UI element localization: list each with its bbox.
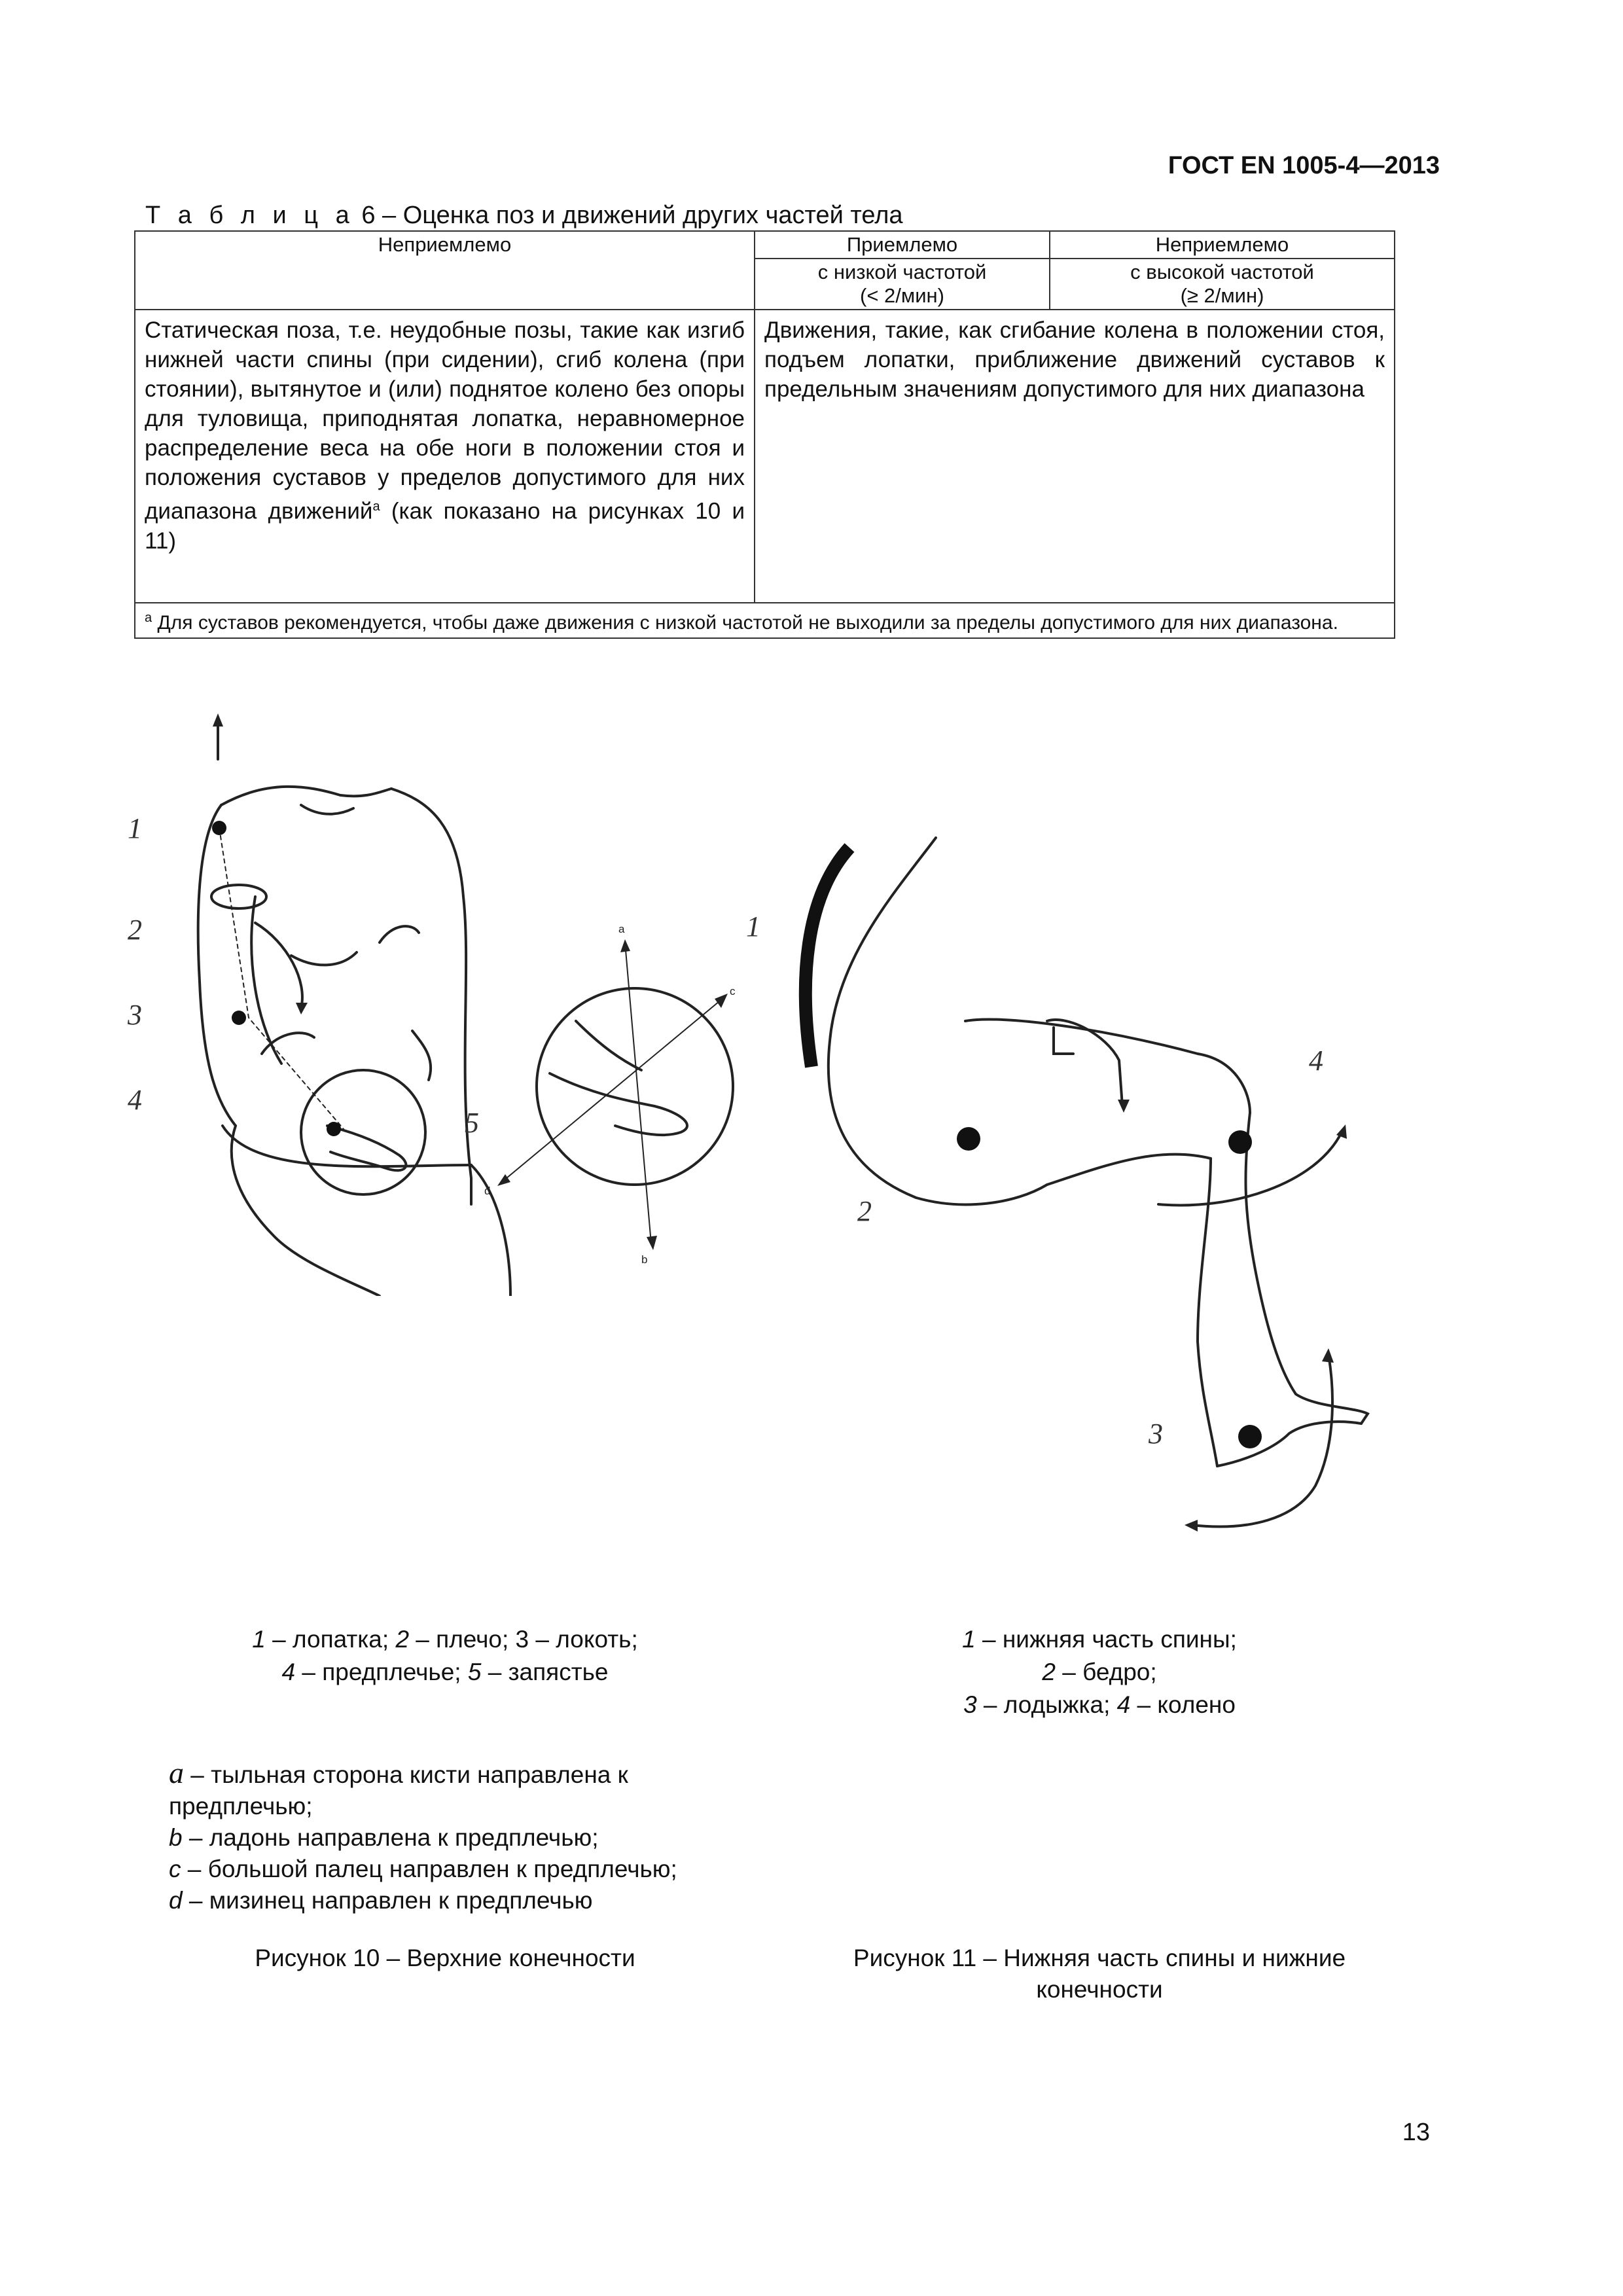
arrow-a-head: [620, 939, 630, 952]
knee-contour: [471, 1165, 510, 1296]
static-posture-text: Статическая поза, т.е. неудобные позы, такие как изгиб нижней части спины (при сидении), сгиб колена (при стоянии), вытянутое и (или) поднятое колено без опоры для туловища, приподнятая лопатка, неравномерное распределение веса на обе ноги в положении стоя и положения суставов у пределов допустимого для них диапазона движений: [145, 317, 745, 524]
legend-num: 4: [1116, 1691, 1131, 1718]
legend-text: – предплечье;: [295, 1659, 468, 1685]
arrow-up-head: [213, 713, 223, 726]
legend-num: 2: [1042, 1659, 1056, 1685]
thigh-bottom-contour: [1047, 1155, 1211, 1185]
note-c: [131, 1854, 707, 1885]
fig10-sublabel-b: b: [641, 1253, 648, 1266]
forearm-rotation-arc: [262, 1033, 314, 1054]
figure-10-notes: [131, 1757, 707, 1916]
lower-back-curve: [806, 848, 849, 1067]
legend-text: – запястье: [481, 1659, 609, 1685]
figure-10-legend: [157, 1623, 733, 1689]
legend-num: 5: [467, 1659, 482, 1685]
high-frequency-label: с высокой частотой: [1130, 260, 1314, 283]
note-key: b: [169, 1824, 183, 1851]
joint-scapula: [212, 821, 226, 835]
low-frequency-value: (< 2/мин): [860, 284, 944, 307]
joint-hip: [957, 1127, 980, 1151]
footnote-text: Для суставов рекомендуется, чтобы даже движения с низкой частотой не выходили за пределы допустимого для них диапазона.: [152, 612, 1338, 634]
forearm-detail: [576, 1021, 641, 1070]
fig10-label-3: 3: [128, 999, 142, 1031]
static-posture-ref: (как показано на рисунках 10 и 11): [145, 498, 745, 554]
joint-elbow: [232, 1011, 246, 1025]
legend-num: 1: [252, 1626, 266, 1653]
shoulder-rotation-ellipse: [211, 885, 266, 908]
legend-text: – колено: [1130, 1691, 1236, 1718]
caption-line: Рисунок 11 – Нижняя часть спины и нижние: [853, 1945, 1346, 1971]
legend-num: 3: [963, 1691, 977, 1718]
note-text: – тыльная сторона кисти направлена к предплечью;: [169, 1761, 628, 1820]
figure-11-caption: [785, 1943, 1414, 2005]
ankle-arrow-head-bottom: [1185, 1520, 1198, 1532]
legend-num: 1: [962, 1626, 976, 1653]
chest-line-2: [380, 926, 419, 942]
note-key: a: [169, 1756, 184, 1789]
arm-outer-contour: [198, 805, 236, 1126]
header-unacceptable-label: Неприемлемо: [378, 233, 512, 256]
note-d: [131, 1885, 707, 1916]
footnote-sup: a: [145, 611, 152, 625]
joint-knee: [1228, 1130, 1252, 1154]
legend-num: 2: [395, 1626, 410, 1653]
fig11-label-4: 4: [1309, 1045, 1323, 1077]
header-unacceptable: [135, 231, 755, 310]
note-text: – большой палец направлен к предплечью;: [181, 1856, 677, 1882]
figure-10-upper-limbs-drawing: [105, 707, 798, 1296]
caption-line: конечности: [1036, 1976, 1163, 2003]
shoulder-line: [221, 787, 391, 805]
high-frequency-value: (≥ 2/мин): [1180, 284, 1264, 307]
note-key: c: [169, 1856, 181, 1882]
legend-text: – лопатка;: [265, 1626, 396, 1653]
fig10-label-5: 5: [465, 1107, 479, 1139]
note-text: – ладонь направлена к предплечью;: [182, 1824, 599, 1851]
legend-text: – плечо; 3 – локоть;: [409, 1626, 638, 1653]
subheader-low-frequency: [755, 259, 1050, 310]
legend-text: – бедро;: [1055, 1659, 1157, 1685]
low-frequency-label: с низкой частотой: [817, 260, 987, 283]
elbow-rotation-arc: [255, 923, 302, 1008]
arrow-b-head: [647, 1236, 657, 1250]
shin-front-contour: [1245, 1113, 1368, 1424]
figure-11-lower-limbs-drawing: [740, 818, 1433, 1558]
note-text: – мизинец направлен к предплечью: [182, 1887, 593, 1914]
foot-contour: [1217, 1422, 1361, 1466]
wrist-detail-circle: [537, 988, 733, 1185]
thigh-top-contour: [965, 1019, 1250, 1113]
figure-10-caption: Рисунок 10 – Верхние конечности: [255, 1945, 635, 1971]
note-key: d: [169, 1887, 183, 1914]
subheader-high-frequency: [1050, 259, 1395, 310]
document-id: ГОСТ EN 1005-4—2013: [1168, 152, 1440, 179]
header-unacceptable-high: Неприемлемо: [1050, 231, 1395, 259]
fig11-label-3: 3: [1149, 1418, 1163, 1450]
arrow-c-head: [715, 994, 728, 1008]
table-footnote: [135, 603, 1395, 638]
fig10-sublabel-c: c: [730, 985, 736, 997]
ankle-arrow-head-top: [1322, 1348, 1334, 1363]
fig11-label-2: 2: [857, 1195, 872, 1227]
legend-num: 4: [281, 1659, 296, 1685]
posture-assessment-table: [134, 230, 1395, 639]
note-a: [131, 1757, 707, 1822]
table-caption-title: 6 – Оценка поз и движений других частей тела: [354, 202, 903, 229]
legend-text: – лодыжка;: [976, 1691, 1117, 1718]
arrow-elbow-head: [296, 1003, 308, 1014]
fig10-sublabel-d: d: [484, 1185, 491, 1197]
back-contour: [391, 789, 471, 1204]
chest-line: [291, 952, 357, 965]
header-acceptable: Приемлемо: [755, 231, 1050, 259]
fig11-label-1: 1: [746, 910, 760, 942]
joint-ankle: [1238, 1425, 1262, 1448]
dynamic-movement-cell: Движения, такие, как сгибание колена в положении стоя, подъем лопатки, приближение движений суставов к предельным значениям допустимого для них диапазона: [755, 310, 1395, 603]
waist-line: [412, 1031, 431, 1080]
hip-bracket: [1054, 1028, 1073, 1054]
page-number: 13: [1402, 2119, 1430, 2146]
table-caption: [145, 202, 903, 230]
figure-11-legend: [831, 1623, 1368, 1721]
static-posture-cell: [135, 310, 755, 603]
legend-text: – нижняя часть спины;: [975, 1626, 1237, 1653]
fig10-label-4: 4: [128, 1084, 142, 1116]
collarbone: [301, 805, 353, 814]
hip-arrow-head: [1118, 1100, 1130, 1113]
fig10-label-1: 1: [128, 812, 142, 844]
table-caption-label: Т а б л и ц а: [145, 202, 355, 229]
wrist-circle: [301, 1070, 425, 1194]
fig10-label-2: 2: [128, 914, 142, 946]
joint-wrist: [327, 1122, 341, 1136]
note-b: [131, 1822, 707, 1854]
fig10-sublabel-a: a: [618, 923, 625, 935]
footnote-marker: a: [372, 499, 380, 514]
